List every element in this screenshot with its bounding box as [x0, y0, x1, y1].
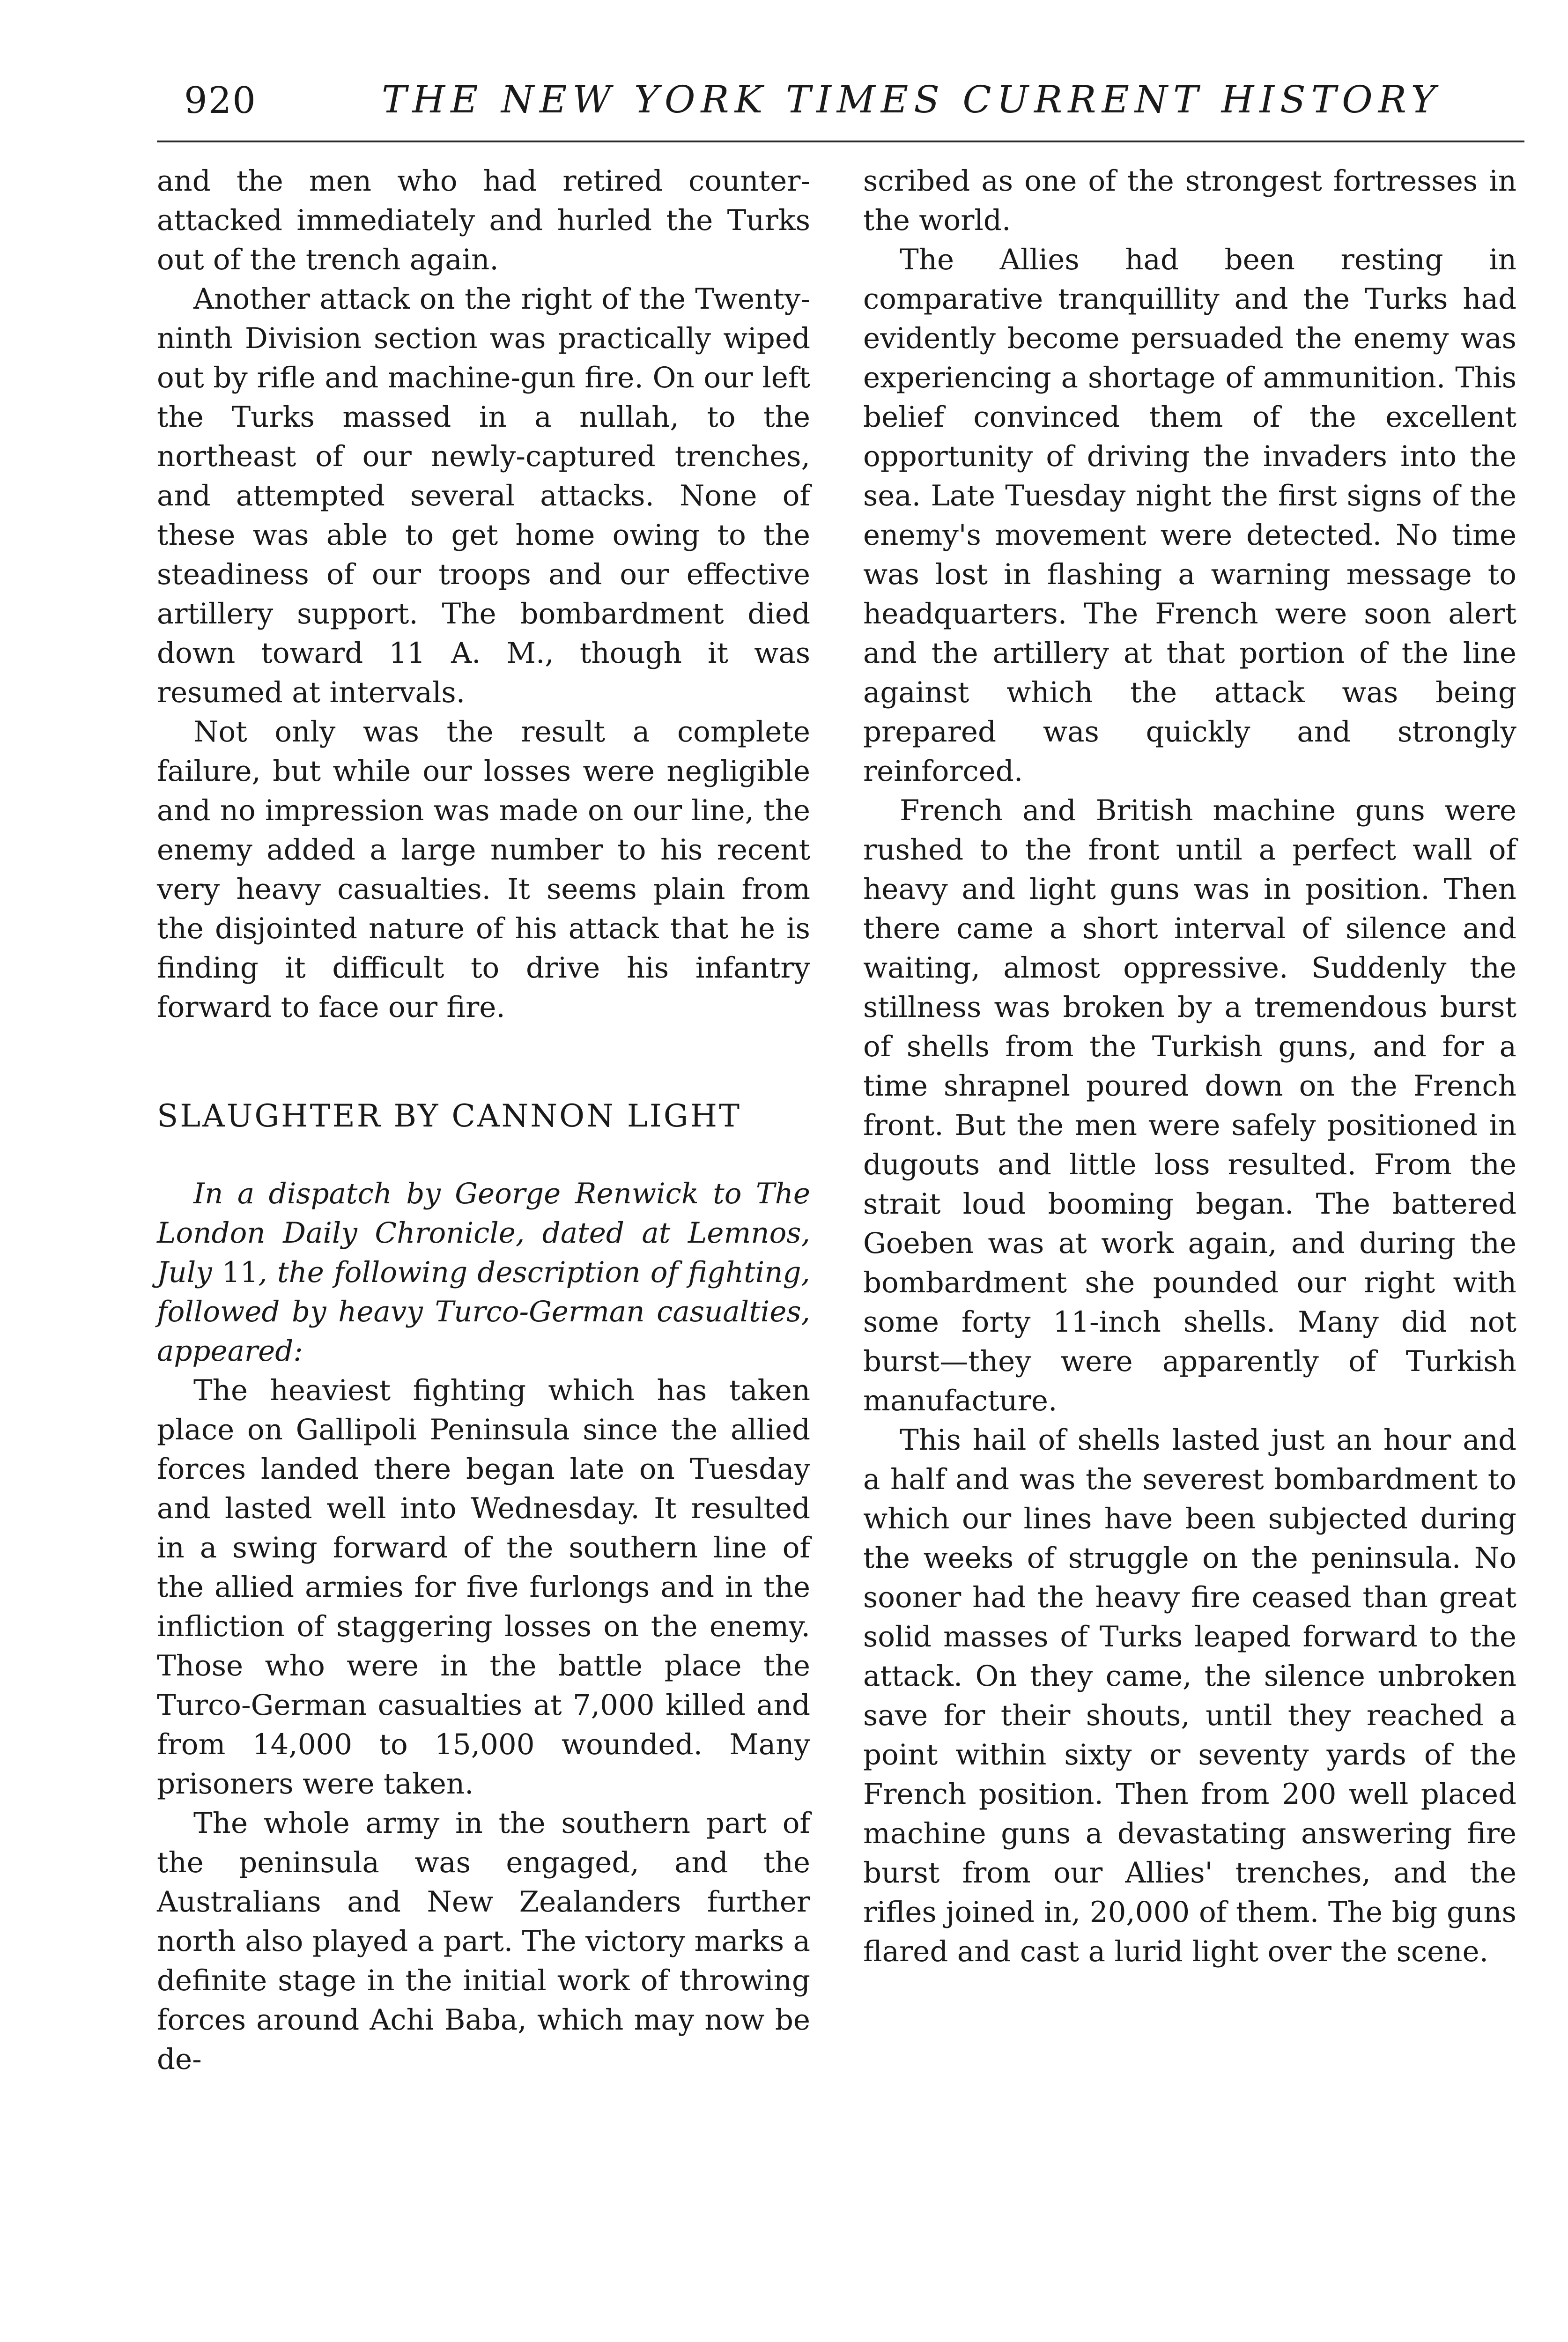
paragraph: Another attack on the right of the Twenty-ninth Division section was practically wiped out by rifle and machine-gun fire. On our left the Turks massed in a nullah, to the northeast of our newly-captured trenches, and attempted several attacks. None of these was able to get home owing to the steadiness of our troops and our effective artillery support. The bombardment died down toward 11 A. M., though it was resumed at intervals.: [157, 282, 810, 709]
dispatch-date: 11: [222, 1256, 259, 1289]
right-column: [863, 162, 1516, 1971]
page-number: 920: [184, 80, 257, 122]
section-heading: SLAUGHTER BY CANNON LIGHT: [157, 1098, 742, 1134]
paragraph: Not only was the result a complete failure, but while our losses were negligible and no impression was made on our line, the enemy added a large number to his recent very heavy casualties. It seems plain from the disjointed nature of his attack that he is finding it difficult to drive his infantry forward to face our fire.: [157, 715, 810, 1024]
paragraph: The heaviest fighting which has taken place on Gallipoli Peninsula since the allied forces landed there began late on Tuesday and lasted well into Wednesday. It resulted in a swing forward of the southern line of the allied armies for five furlongs and in the infliction of staggering losses on the enemy. Those who were in the battle place the Turco-German casualties at 7,000 killed and from 14,000 to 15,000 wounded. Many prisoners were taken.: [157, 1374, 810, 1801]
paragraph: scribed as one of the strongest fortresses in the world.: [863, 164, 1516, 237]
paragraph: and the men who had retired counter-attacked immediately and hurled the Turks out of the trench again.: [157, 164, 810, 276]
dispatch-intro-text: In a dispatch by George Renwick to The London Daily Chronicle, dated at Lemnos, July: [157, 1177, 810, 1289]
paragraph: French and British machine guns were rushed to the front until a perfect wall of heavy and light guns was in position. Then there came a short interval of silence and waiting, almost oppressive. Suddenly the stillness was broken by a tremendous burst of shells from the Turkish guns, and for a time shrapnel poured down on the French front. But the men were safely positioned in dugouts and little loss resulted. From the strait loud booming began. The battered Goeben was at work again, and during the bombardment she pounded our right with some forty 11-inch shells. Many did not burst—they were apparently of Turkish manufacture.: [863, 794, 1516, 1417]
running-head: THE NEW YORK TIMES CURRENT HISTORY: [382, 78, 1442, 121]
left-column: [157, 162, 810, 2079]
dispatch-intro-text: , the following description of fighting, followed by heavy Turco-German casualties, appeared:: [157, 1256, 810, 1368]
paragraph: This hail of shells lasted just an hour and a half and was the severest bombardment to which our lines have been subjected during the weeks of struggle on the peninsula. No sooner had the heavy fire ceased than great solid masses of Turks leaped forward to the attack. On they came, the silence unbroken save for their shouts, until they reached a point within sixty or seventy yards of the French position. Then from 200 well placed machine guns a devastating answering fire burst from our Allies' trenches, and the rifles joined in, 20,000 of them. The big guns flared and cast a lurid light over the scene.: [863, 1423, 1516, 1968]
paragraph: The whole army in the southern part of the peninsula was engaged, and the Australians and New Zealanders further north also played a part. The victory marks a definite stage in the initial work of throwing forces around Achi Baba, which may now be de-: [157, 1807, 810, 2076]
dispatch-intro: [157, 1174, 810, 1371]
page-header: [157, 70, 1524, 142]
paragraph: The Allies had been resting in comparative tranquillity and the Turks had evidently become persuaded the enemy was experiencing a shortage of ammunition. This belief convinced them of the excellent opportunity of driving the invaders into the sea. Late Tuesday night the first signs of the enemy's movement were detected. No time was lost in flashing a warning message to headquarters. The French were soon alert and the artillery at that portion of the line against which the attack was being prepared was quickly and strongly reinforced.: [863, 243, 1516, 788]
